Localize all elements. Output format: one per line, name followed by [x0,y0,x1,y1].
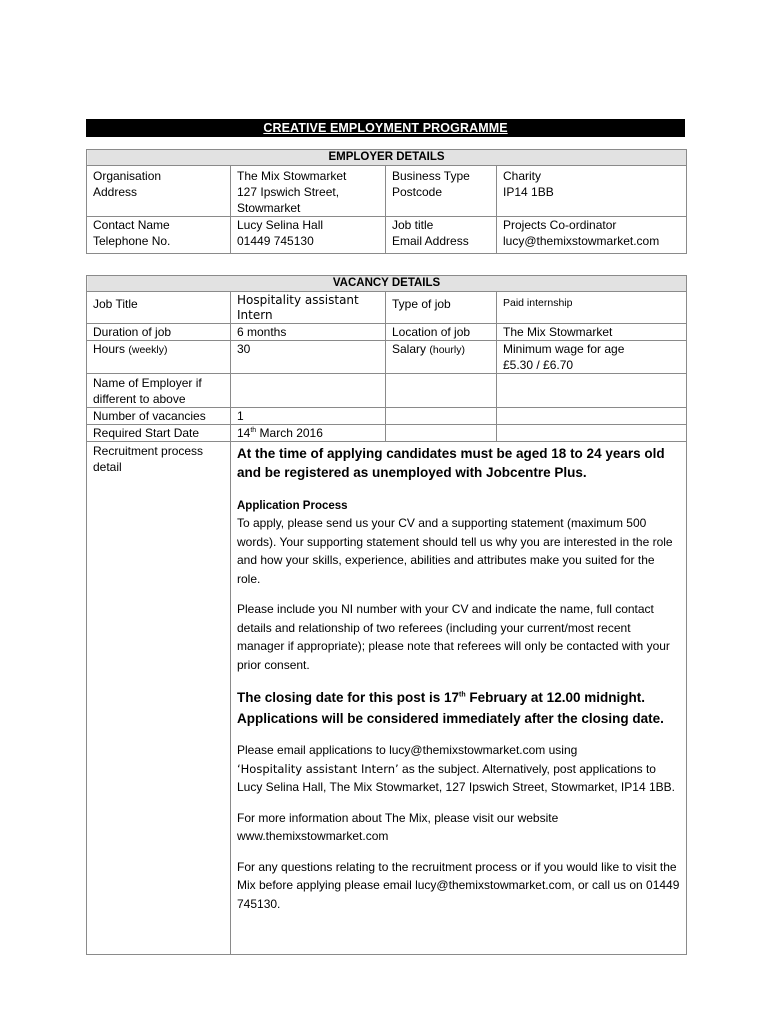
job-type-label: Type of job [386,292,497,324]
employer-details-heading: EMPLOYER DETAILS [87,150,687,166]
eligibility-line-2: and be registered as unemployed with Jobcentre Plus. [237,465,587,480]
hours-unit: (weekly) [128,344,168,356]
contact-name-value: Lucy Selina Hall [231,217,386,234]
email-label: Email Address [386,233,497,254]
address-line-1: 127 Ipswich Street, [237,185,340,199]
business-type-label: Business Type [386,166,497,185]
business-type-value: Charity [497,166,687,185]
process-label-line-1: Recruitment process [93,444,204,458]
duration-label: Duration of job [87,324,231,341]
closing-text-b: February at 12.00 midnight. [465,690,645,705]
closing-line-1 [237,688,680,709]
salary-line-1: Minimum wage for age [503,342,625,356]
postcode-value: IP14 1BB [497,184,687,217]
vacancy-job-title-label: Job Title [87,292,231,324]
contact-name-label: Contact Name [87,217,231,234]
location-label: Location of job [386,324,497,341]
more-information-paragraph: For more information about The Mix, please visit our website www.themixstowmarket.com [237,810,559,843]
email-text-a: Please email applications to lucy@themixstowmarket.com using [237,743,578,757]
hours-label [87,341,231,374]
closing-line-2: Applications will be considered immediately after the closing date. [237,710,664,726]
job-title-line-1: Hospitality assistant [237,293,359,307]
recruitment-process-detail [231,442,687,955]
closing-date-statement [237,688,680,729]
employer-name-label [87,374,231,408]
start-date-empty-2 [497,425,687,442]
supporting-statement-paragraph: To apply, please send us your CV and a supporting statement (maximum 500 words). Your supporting statement should tell us why you are interested in the role and how your skills, experience, abilities and attributes make you suited for the role. [237,516,673,586]
employer-name-label-line-2: different to above [93,392,186,406]
address-label: Address [87,184,231,217]
vacancy-job-title-value [231,292,386,324]
programme-title: CREATIVE EMPLOYMENT PROGRAMME [86,119,685,137]
employer-name-empty-1 [386,374,497,408]
organisation-value: The Mix Stowmarket [231,166,386,185]
vacancies-value: 1 [231,408,386,425]
vacancies-empty-1 [386,408,497,425]
salary-unit: (hourly) [429,344,465,356]
eligibility-line-1: At the time of applying candidates must be aged 18 to 24 years old [237,446,665,461]
vacancy-details-table [86,275,687,955]
vacancies-empty-2 [497,408,687,425]
employer-name-label-line-1: Name of Employer if [93,376,202,390]
vacancy-details-heading: VACANCY DETAILS [87,276,687,292]
job-title-value: Projects Co-ordinator [497,217,687,234]
salary-value [497,341,687,374]
hours-value: 30 [231,341,386,374]
start-rest: March 2016 [256,426,323,440]
salary-line-2: £5.30 / £6.70 [503,358,574,372]
referees-paragraph: Please include you NI number with your CV and indicate the name, full contact details and relationship of two referees (including your current/most recent manager if appropriate); please note that referees will only be contacted with your prior consent. [237,602,670,672]
email-value: lucy@themixstowmarket.com [497,233,687,254]
closing-text-a: The closing date for this post is 17 [237,690,460,705]
email-text-b: as the subject. Alternatively, post applications to Lucy Selina Hall, The Mix Stowmarket, 127 Ipswich Street, Stowmarket, IP14 1BB. [237,761,675,794]
start-suffix: th [250,427,257,434]
employer-details-table [86,149,687,254]
organisation-label: Organisation [87,166,231,185]
address-value [231,184,386,217]
questions-paragraph: For any questions relating to the recruitment process or if you would like to visit the Mix before applying please email lucy@themixstowmarket.com, or call us on 01449 745130. [237,859,680,911]
salary-label-text: Salary [392,342,427,356]
application-process-heading: Application Process [237,500,348,512]
closing-sup: th [459,691,466,699]
process-label-line-2: detail [93,460,122,474]
employer-name-value [231,374,386,408]
employer-name-empty-2 [497,374,687,408]
telephone-label: Telephone No. [87,233,231,254]
duration-value: 6 months [231,324,386,341]
address-line-2: Stowmarket [237,201,301,215]
postcode-label: Postcode [386,184,497,217]
eligibility-statement [237,444,680,482]
start-date-value [231,425,386,442]
job-type-value: Paid internship [497,292,687,324]
process-label [87,442,231,955]
vacancies-label: Number of vacancies [87,408,231,425]
start-date-empty-1 [386,425,497,442]
location-value: The Mix Stowmarket [497,324,687,341]
telephone-value: 01449 745130 [231,233,386,254]
email-job-title: ‘Hospitality assistant Intern’ [237,761,399,776]
start-date-label: Required Start Date [87,425,231,442]
job-title-label: Job title [386,217,497,234]
start-day: 14 [237,426,251,440]
job-title-line-2: Intern [237,308,273,322]
hours-label-text: Hours [93,342,126,356]
salary-label [386,341,497,374]
email-applications-paragraph [237,741,680,797]
